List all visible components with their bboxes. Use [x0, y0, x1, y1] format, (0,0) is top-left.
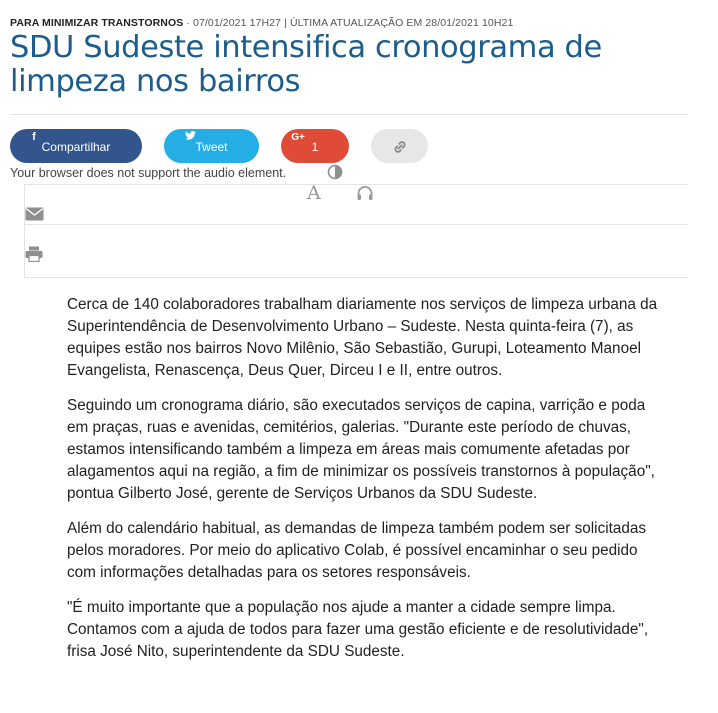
article-paragraph: "É muito importante que a população nos ajude a manter a cidade sempre limpa. Contamos com a ajuda de todos para fazer uma gestão eficiente e de resolutividade", frisa José Nito, superintendente da SDU Sudeste.: [67, 599, 649, 660]
link-icon: [393, 140, 407, 154]
font-size-icon[interactable]: A: [307, 182, 321, 204]
publish-time: 17H27: [249, 17, 282, 29]
updated-date: ÚLTIMA ATUALIZAÇÃO EM 28/01/2021: [289, 17, 479, 29]
divider: [10, 114, 688, 115]
publish-date: 07/01/2021: [193, 17, 247, 29]
google-plus-count: 1: [311, 140, 319, 154]
tool-divider: [24, 185, 25, 277]
meta-separator: ·: [186, 17, 190, 29]
copy-link-button[interactable]: [371, 129, 428, 163]
audio-fallback-text: Your browser does not support the audio element.: [10, 166, 287, 180]
article-body: [67, 294, 667, 676]
meta-divider: |: [284, 17, 287, 29]
divider: [24, 277, 688, 278]
facebook-share-label: Compartilhar: [41, 140, 111, 154]
contrast-icon[interactable]: [327, 164, 343, 180]
twitter-share-label: Tweet: [195, 140, 228, 154]
headphones-icon[interactable]: [356, 185, 374, 201]
updated-time: 10H21: [481, 17, 514, 29]
twitter-share-button[interactable]: [164, 129, 259, 163]
article-paragraph: Além do calendário habitual, as demandas de limpeza também podem ser solicitadas pelos moradores. Por meio do aplicativo Colab, é possível encaminhar o seu pedido com informações detalhadas para os setores responsáveis.: [67, 520, 647, 581]
envelope-icon[interactable]: [25, 207, 44, 221]
google-plus-icon: G+: [291, 132, 305, 143]
facebook-icon: f: [32, 131, 36, 143]
divider: [24, 224, 688, 225]
article-paragraph: Cerca de 140 colaboradores trabalham diariamente nos serviços de limpeza urbana da Superintendência de Desenvolvimento Urbano – Sudeste. Nesta quinta-feira (7), as equipes estão nos bairros Novo Milênio, São Sebastião, Gurupi, Loteamento Manoel Evangelista, Renascença, Deus Quer, Dirceu I e II, entre outros.: [67, 296, 658, 379]
printer-icon[interactable]: [25, 246, 43, 262]
kicker: PARA MINIMIZAR TRANSTORNOS: [10, 17, 184, 29]
article-headline: SDU Sudeste intensifica cronograma de limpeza nos bairros: [10, 30, 602, 99]
article-meta: [10, 17, 513, 29]
google-plus-share-button[interactable]: [281, 129, 349, 163]
article-paragraph: Seguindo um cronograma diário, são executados serviços de capina, varrição e poda em praças, ruas e avenidas, cemitérios, galerias. "Durante este período de chuvas, estamos intensificando também a limpeza em áreas mais comumente afetadas por alagamentos aqui na região, a fim de minimizar os possíveis transtornos à população", pontua Gilberto José, gerente de Serviços Urbanos da SDU Sudeste.: [67, 397, 655, 502]
